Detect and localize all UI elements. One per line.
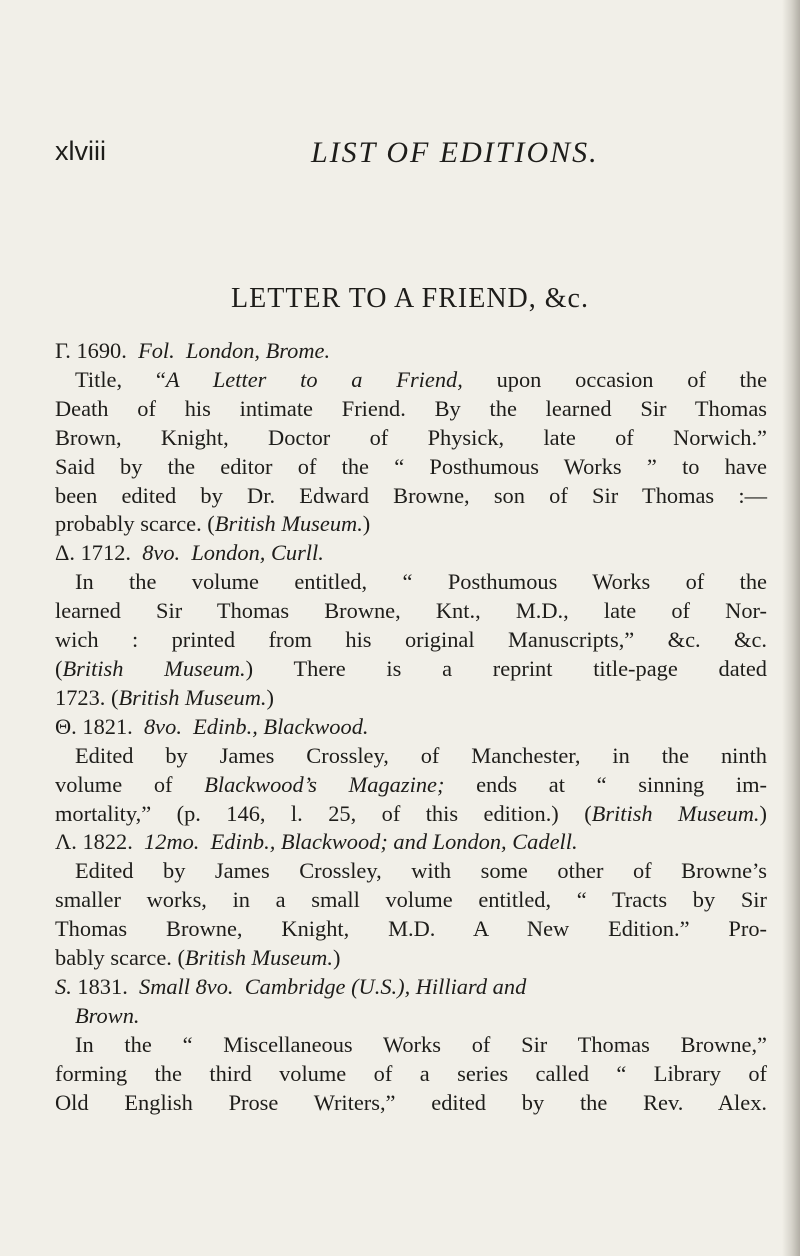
edition-entry <box>55 713 767 829</box>
edition-year: 1712. <box>80 540 131 566</box>
entry-line: probably scarce. (British Museum.) <box>55 511 371 537</box>
editions-list <box>55 337 767 1117</box>
entry-line: Title, “A Letter to a Friend, upon occasion of the <box>75 366 768 392</box>
edition-heading <box>55 337 767 366</box>
edition-mark: Λ. <box>55 829 77 855</box>
running-title: LIST OF EDITIONS. <box>311 136 599 169</box>
edition-year: 1822. <box>82 829 133 855</box>
entry-line: Old English Prose Writers,” edited by the Rev. Alex. <box>55 1089 767 1115</box>
entry-line: been edited by Dr. Edward Browne, son of Sir Thomas :— <box>55 482 767 508</box>
entry-line: learned Sir Thomas Browne, Knt., M.D., late of Nor- <box>55 598 767 624</box>
edition-format: Fol. <box>138 338 175 363</box>
entry-line: forming the third volume of a series called “ Library of <box>55 1060 767 1086</box>
edition-heading <box>55 539 767 568</box>
entry-line: Edited by James Crossley, with some other of Browne’s <box>75 858 767 884</box>
entry-line: wich : printed from his original Manuscripts,” &c. &c. <box>55 627 767 653</box>
edition-year: 1821. <box>82 713 133 739</box>
section-title: LETTER TO A FRIEND, &c. <box>231 283 589 314</box>
page-number: xlviii <box>55 136 106 166</box>
edition-imprint: Cambridge (U.S.), Hilliard and <box>244 973 527 999</box>
entry-line: bably scarce. (British Museum.) <box>55 945 341 971</box>
entry-line: volume of Blackwood’s Magazine; ends at “ sinning im- <box>55 771 767 797</box>
edition-format: Small 8vo. <box>139 973 234 999</box>
entry-line: Edited by James Crossley, of Manchester, in the ninth <box>75 742 767 768</box>
edition-imprint-continued: Brown. <box>75 1002 140 1028</box>
edition-imprint: Edinb., Blackwood; and London, Cadell. <box>210 829 578 855</box>
edition-mark: Δ. <box>55 540 75 566</box>
edition-year: 1690. <box>76 338 127 363</box>
edition-mark: Γ. <box>55 338 71 363</box>
entry-line: Brown, Knight, Doctor of Physick, late of Norwich.” <box>55 424 767 450</box>
entry-line: mortality,” (p. 146, l. 25, of this edition.) (British Museum.) <box>55 800 767 826</box>
edition-entry <box>55 337 767 539</box>
edition-format: 8vo. <box>142 540 181 566</box>
entry-line: Thomas Browne, Knight, M.D. A New Edition.” Pro- <box>55 916 767 942</box>
edition-heading <box>55 828 767 857</box>
page-edge-shadow <box>782 0 800 1256</box>
edition-format: 12mo. <box>144 829 200 855</box>
entry-line: In the volume entitled, “ Posthumous Works of the <box>75 569 767 595</box>
edition-imprint: London, Curll. <box>191 540 324 566</box>
edition-year: 1831. <box>77 973 128 999</box>
entry-line: smaller works, in a small volume entitled, “ Tracts by Sir <box>55 887 767 913</box>
edition-entry <box>55 539 767 712</box>
entry-line: Death of his intimate Friend. By the learned Sir Thomas <box>55 395 767 421</box>
edition-imprint: London, Brome. <box>185 338 331 363</box>
entry-line: Said by the editor of the “ Posthumous Works ” to have <box>55 453 767 479</box>
edition-imprint: Edinb., Blackwood. <box>193 713 369 739</box>
edition-mark: S. <box>55 973 72 999</box>
edition-entry <box>55 973 767 1118</box>
edition-entry <box>55 828 767 973</box>
entry-line: (British Museum.) There is a reprint title-page dated <box>55 655 767 681</box>
page-header <box>55 136 755 176</box>
edition-heading <box>55 713 767 742</box>
edition-format: 8vo. <box>143 713 182 739</box>
entry-line: In the “ Miscellaneous Works of Sir Thomas Browne,” <box>75 1031 767 1057</box>
entry-line: 1723. (British Museum.) <box>55 684 274 710</box>
edition-mark: Θ. <box>55 713 77 739</box>
edition-heading <box>55 973 767 1002</box>
